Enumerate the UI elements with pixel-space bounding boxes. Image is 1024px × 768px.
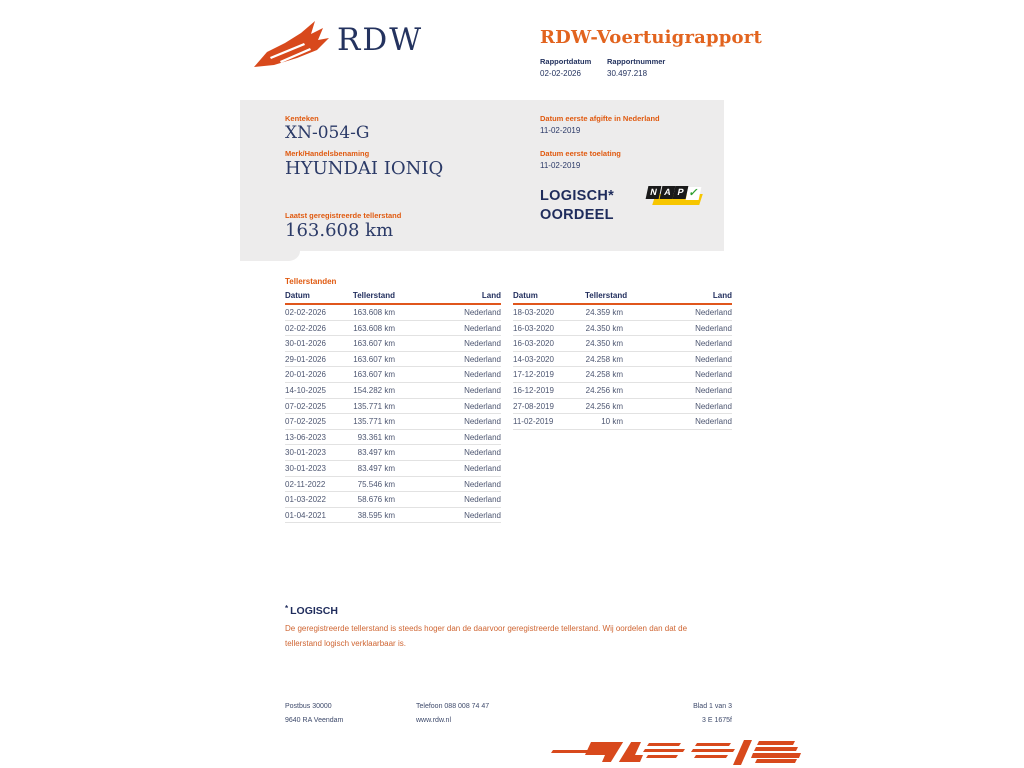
table-row — [285, 492, 501, 508]
kenteken-label: Kenteken — [285, 114, 319, 123]
summary-box-tab — [240, 250, 300, 261]
oordeel-line2: OORDEEL — [540, 207, 614, 223]
cell-land: Nederland — [395, 492, 501, 508]
cell-datum: 02-02-2026 — [285, 320, 352, 336]
cell-tellerstand: 10 km — [585, 414, 623, 430]
cell-land: Nederland — [395, 445, 501, 461]
footer-address-line2: 9640 RA Veendam — [285, 717, 344, 724]
col-land: Land — [395, 289, 501, 304]
rdw-logo-text: RDW — [337, 22, 424, 58]
cell-tellerstand: 24.258 km — [585, 351, 623, 367]
report-date-value: 02-02-2026 — [540, 69, 581, 78]
cell-tellerstand: 58.676 km — [352, 492, 395, 508]
cell-datum: 07-02-2025 — [285, 414, 352, 430]
cell-datum: 07-02-2025 — [285, 398, 352, 414]
page-footer — [285, 700, 732, 726]
cell-tellerstand: 163.608 km — [352, 304, 395, 320]
cell-land: Nederland — [395, 367, 501, 383]
merk-value: HYUNDAI IONIQ — [285, 158, 444, 179]
cell-tellerstand: 24.350 km — [585, 320, 623, 336]
col-tellerstand: Tellerstand — [585, 289, 623, 304]
table-row — [513, 304, 732, 320]
nap-letter-a: A — [659, 186, 675, 199]
cell-datum: 27-08-2019 — [513, 398, 585, 414]
table-row — [285, 336, 501, 352]
cell-datum: 02-11-2022 — [285, 476, 352, 492]
tellerstand-value: 163.608 km — [285, 220, 394, 241]
table-row — [513, 382, 732, 398]
cell-land: Nederland — [395, 476, 501, 492]
kenteken-value: XN-054-G — [285, 123, 370, 143]
cell-tellerstand: 163.607 km — [352, 351, 395, 367]
cell-tellerstand: 163.607 km — [352, 367, 395, 383]
cell-land: Nederland — [395, 429, 501, 445]
cell-datum: 17-12-2019 — [513, 367, 585, 383]
table-row — [513, 398, 732, 414]
cell-tellerstand: 93.361 km — [352, 429, 395, 445]
note-heading-text: LOGISCH — [290, 605, 338, 617]
cell-datum: 29-01-2026 — [285, 351, 352, 367]
cell-datum: 11-02-2019 — [513, 414, 585, 430]
merk-label: Merk/Handelsbenaming — [285, 149, 370, 158]
cell-tellerstand: 163.607 km — [352, 336, 395, 352]
tellerstand-label: Laatst geregistreerde tellerstand — [285, 211, 402, 220]
afgifte-label: Datum eerste afgifte in Nederland — [540, 114, 660, 123]
afgifte-value: 11-02-2019 — [540, 126, 581, 135]
col-tellerstand: Tellerstand — [352, 289, 395, 304]
nap-letter-p: P — [673, 186, 689, 199]
table-row — [513, 367, 732, 383]
col-land: Land — [623, 289, 732, 304]
cell-datum: 01-04-2021 — [285, 507, 352, 523]
report-number-label: Rapportnummer — [607, 57, 666, 66]
cell-datum: 16-03-2020 — [513, 336, 585, 352]
footer-form-code: 3 E 1675f — [702, 717, 732, 724]
cell-land: Nederland — [395, 460, 501, 476]
cell-land: Nederland — [395, 507, 501, 523]
cell-datum: 14-10-2025 — [285, 382, 352, 398]
table-row — [285, 320, 501, 336]
cell-datum: 16-12-2019 — [513, 382, 585, 398]
table-row — [285, 414, 501, 430]
note-asterisk: * — [285, 604, 289, 613]
cell-land: Nederland — [395, 336, 501, 352]
cell-datum: 14-03-2020 — [513, 351, 585, 367]
cell-land: Nederland — [623, 304, 732, 320]
col-datum: Datum — [513, 289, 585, 304]
oordeel-line1: LOGISCH* — [540, 188, 615, 204]
footer-contact — [416, 700, 489, 728]
cell-datum: 02-02-2026 — [285, 304, 352, 320]
table-row — [285, 507, 501, 523]
table-header-row — [513, 289, 732, 304]
col-datum: Datum — [285, 289, 352, 304]
note-heading — [285, 604, 338, 617]
table-row — [285, 382, 501, 398]
toelating-value: 11-02-2019 — [540, 161, 581, 170]
cell-tellerstand: 24.258 km — [585, 367, 623, 383]
cell-datum: 30-01-2023 — [285, 460, 352, 476]
cell-datum: 16-03-2020 — [513, 320, 585, 336]
table-row — [513, 414, 732, 430]
footer-website: www.rdw.nl — [416, 717, 452, 724]
report-date-label: Rapportdatum — [540, 57, 592, 66]
cell-tellerstand: 135.771 km — [352, 398, 395, 414]
tellerstanden-table-right — [513, 289, 732, 430]
cell-datum: 30-01-2026 — [285, 336, 352, 352]
cell-tellerstand: 154.282 km — [352, 382, 395, 398]
cell-tellerstand: 83.497 km — [352, 445, 395, 461]
page-title: RDW-Voertuigrapport — [540, 27, 762, 48]
cell-land: Nederland — [623, 367, 732, 383]
cell-datum: 20-01-2026 — [285, 367, 352, 383]
cell-land: Nederland — [623, 320, 732, 336]
table-row — [285, 351, 501, 367]
cell-land: Nederland — [623, 414, 732, 430]
nap-checkmark-icon: ✓ — [686, 187, 702, 200]
cell-tellerstand: 24.256 km — [585, 398, 623, 414]
table-row — [285, 398, 501, 414]
oordeel-verdict — [540, 187, 614, 225]
cell-tellerstand: 24.359 km — [585, 304, 623, 320]
note-body: De geregistreerde tellerstand is steeds hoger dan de daarvoor geregistreerde tellerstand. Wij oordelen dan dat de tellerstand logisch verklaarbaar is. — [285, 624, 688, 648]
footer-phone: Telefoon 088 008 74 47 — [416, 703, 490, 710]
cell-land: Nederland — [623, 382, 732, 398]
table-row — [513, 351, 732, 367]
footer-page-indicator: Blad 1 van 3 — [693, 703, 732, 710]
cell-land: Nederland — [395, 414, 501, 430]
tellerstanden-title: Tellerstanden — [285, 277, 337, 286]
cell-land: Nederland — [395, 320, 501, 336]
nap-logo-icon — [647, 185, 703, 209]
cell-tellerstand: 24.256 km — [585, 382, 623, 398]
table-row — [513, 320, 732, 336]
rdw-logo-swoosh-icon — [252, 17, 332, 69]
cell-land: Nederland — [395, 398, 501, 414]
toelating-label: Datum eerste toelating — [540, 149, 621, 158]
table-row — [285, 304, 501, 320]
cell-tellerstand: 135.771 km — [352, 414, 395, 430]
table-header-row — [285, 289, 501, 304]
cell-tellerstand: 163.608 km — [352, 320, 395, 336]
table-row — [285, 367, 501, 383]
cell-tellerstand: 38.595 km — [352, 507, 395, 523]
cell-datum: 30-01-2023 — [285, 445, 352, 461]
footer-address — [285, 700, 343, 728]
cell-land: Nederland — [623, 336, 732, 352]
table-row — [285, 445, 501, 461]
cell-land: Nederland — [623, 351, 732, 367]
nap-letter-n: N — [646, 186, 662, 199]
cell-tellerstand: 24.350 km — [585, 336, 623, 352]
cell-land: Nederland — [623, 398, 732, 414]
rdw-decorative-stripes-icon — [545, 737, 801, 768]
cell-land: Nederland — [395, 304, 501, 320]
tellerstanden-table-left — [285, 289, 501, 523]
cell-datum: 18-03-2020 — [513, 304, 585, 320]
cell-tellerstand: 75.546 km — [352, 476, 395, 492]
table-row — [285, 476, 501, 492]
report-number-value: 30.497.218 — [607, 69, 648, 78]
footer-address-line1: Postbus 30000 — [285, 703, 332, 710]
footer-page-info — [693, 700, 732, 728]
cell-datum: 13-06-2023 — [285, 429, 352, 445]
cell-land: Nederland — [395, 351, 501, 367]
table-row — [285, 429, 501, 445]
cell-datum: 01-03-2022 — [285, 492, 352, 508]
cell-tellerstand: 83.497 km — [352, 460, 395, 476]
table-row — [285, 460, 501, 476]
table-row — [513, 336, 732, 352]
cell-land: Nederland — [395, 382, 501, 398]
